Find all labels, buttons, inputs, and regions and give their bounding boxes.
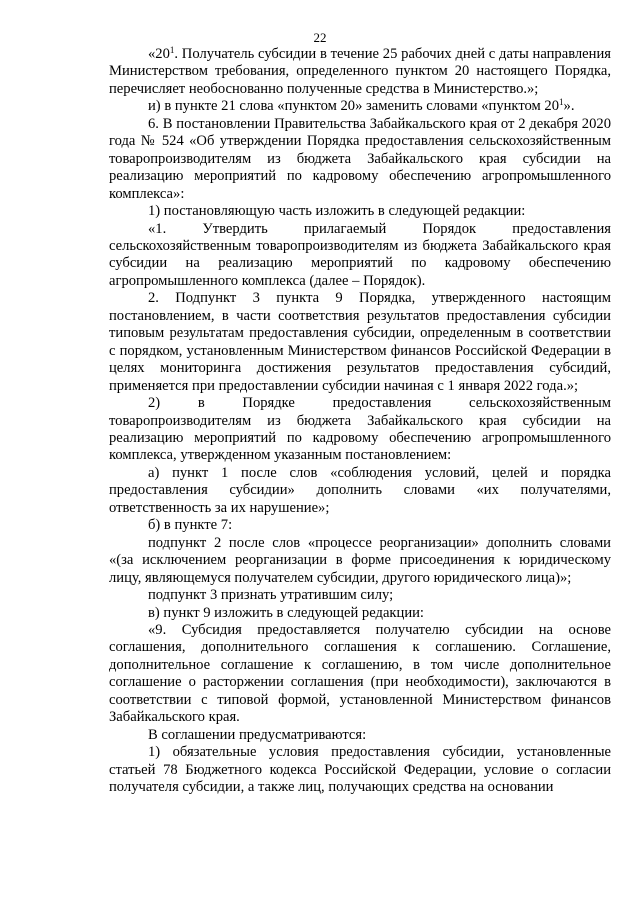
paragraph-agreement-1	[109, 744, 611, 796]
paragraph-item-i	[109, 98, 611, 115]
superscript: 1	[169, 45, 175, 55]
text-run: «9. Субсидия предоставляется получателю субсидии на основе соглашения, дополнительного соглашения к соглашению. Соглашение, дополнительное соглашение к соглашению, в том числе дополнительное соглашение о расторжении соглашения (при необходимости), заключаются в соответствии с типовой формой, установленной Министерством финансов Забайкальского края.	[109, 621, 611, 726]
paragraph-quote-1	[109, 221, 611, 291]
paragraph-agreement-intro	[109, 727, 611, 744]
paragraph-subitem-2	[109, 535, 611, 587]
superscript: 1	[559, 97, 564, 108]
page-number: 22	[313, 30, 327, 45]
text-run: 1) обязательные условия предоставления субсидии, установленные статьей 78 Бюджетного кодекса Российской Федерации, условие о согласии получателя субсидии, а также лиц, получающих средства на основании	[109, 744, 611, 796]
paragraph-20-1	[109, 46, 611, 98]
paragraph-sub-a	[109, 465, 611, 517]
text-run: «20	[148, 46, 170, 62]
text-run: и) в пункте 21 слова «пунктом 20» заменить словами «пунктом 20	[148, 98, 560, 115]
text-run: 2) в Порядке предоставления сельскохозяйственным товаропроизводителям из бюджета Забайкальского края субсидии на реализацию мероприятий по кадровому обеспечению агропромышленного комплекса, утвержденном указанным постановлением:	[109, 395, 611, 464]
document-body	[109, 46, 611, 796]
text-run: подпункт 3 признать утратившим силу;	[148, 587, 394, 604]
text-run: В соглашении предусматриваются:	[148, 726, 367, 743]
paragraph-item-6	[109, 116, 611, 203]
paragraph-sub-2	[109, 395, 611, 465]
text-run: . Получатель субсидии в течение 25 рабочих дней с даты направления Министерством требования, определенного пунктом 20 настоящего Порядка, перечисляет необоснованно полученные средства в Министерство.»;	[109, 46, 611, 97]
paragraph-quote-9	[109, 622, 611, 727]
text-run: 2. Подпункт 3 пункта 9 Порядка, утвержденного настоящим постановлением, в части соответствия результатов предоставления субсидии типовым результатам предоставления субсидии, определенным в соответствии с порядком, установленным Министерством финансов Российской Федерации в целях мониторинга достижения результатов предоставления субсидий, применяется при предоставлении субсидии начиная с 1 января 2022 года.»;	[109, 290, 611, 394]
text-run: ».	[563, 98, 575, 115]
paragraph-sub-b	[109, 517, 611, 534]
text-run: б) в пункте 7:	[148, 517, 233, 534]
text-run: подпункт 2 после слов «процессе реорганизации» дополнить словами «(за исключением реорганизации в форме присоединения к юридическому лицу, являющемуся получателем субсидии, другого юридического лица)»;	[109, 534, 611, 586]
text-run: 6. В постановлении Правительства Забайкальского края от 2 декабря 2020 года № 524 «Об утверждении Порядка предоставления сельскохозяйственным товаропроизводителям из бюджета Забайкальского края субсидии на реализацию мероприятий по кадровому обеспечению агропромышленного комплекса»:	[109, 115, 611, 202]
text-run: в) пункт 9 изложить в следующей редакции:	[148, 604, 424, 621]
paragraph-subitem-3	[109, 587, 611, 604]
text-run: «1. Утвердить прилагаемый Порядок предоставления сельскохозяйственным товаропроизводителям из бюджета Забайкальского края субсидии на реализацию мероприятий по кадровому обеспечению агропромышленного комплекса (далее – Порядок).	[109, 220, 611, 289]
text-run: а) пункт 1 после слов «соблюдения условий, целей и порядка предоставления субсидии» дополнить словами «их получателями, ответственность за их нарушение»;	[109, 464, 611, 516]
paragraph-quote-2	[109, 290, 611, 395]
text-run: 1) постановляющую часть изложить в следующей редакции:	[148, 203, 526, 220]
paragraph-sub-1	[109, 203, 611, 220]
paragraph-sub-v	[109, 605, 611, 622]
